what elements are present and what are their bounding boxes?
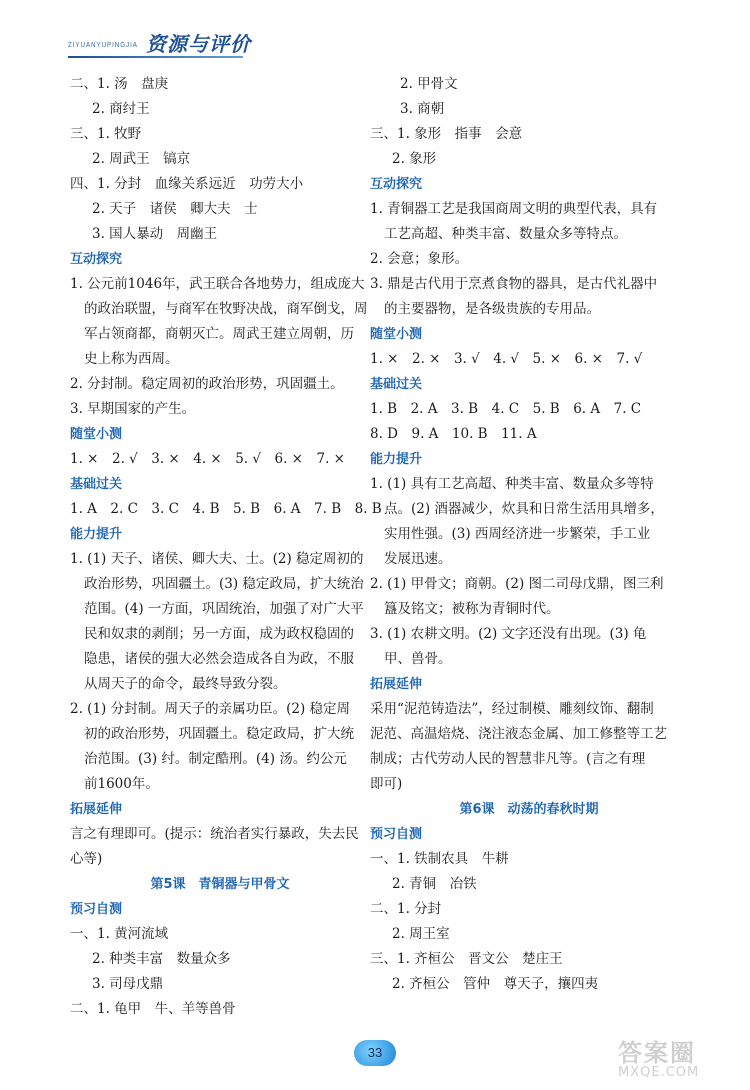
answer-line: 1. × 2. × 3. √ 4. √ 5. × 6. × 7. √: [370, 351, 643, 367]
answer-line: 实用性强。(3) 西周经济进一步繁荣，手工业: [384, 526, 651, 542]
answer-line: 1. B 2. A 3. B 4. C 5. B 6. A 7. C: [370, 401, 642, 417]
answer-line: 心等): [70, 851, 103, 867]
section-heading: 能力提升: [70, 527, 123, 542]
section-heading: 预习自测: [370, 827, 423, 842]
answer-line: 1. 公元前1046年，武王联合各地势力，组成庞大: [70, 276, 365, 292]
answer-line: 言之有理即可。(提示：统治者实行暴政，失去民: [70, 826, 359, 842]
answer-line: 三、1. 牧野: [70, 126, 142, 142]
answer-line: 的主要器物，是各级贵族的专用品。: [384, 301, 600, 317]
answer-line: 二、1. 龟甲 牛、羊等兽骨: [70, 1001, 236, 1017]
section-heading: 互动探究: [370, 177, 423, 192]
answer-line: 3. 司母戊鼎: [92, 976, 164, 992]
watermark-url-text: MXQE.COM: [618, 1065, 700, 1080]
answer-line: 范围。(4) 一方面，巩固统治，加强了对广大平: [84, 601, 364, 617]
answer-line: 8. D 9. A 10. B 11. A: [370, 426, 537, 442]
answer-line: 甲、兽骨。: [384, 651, 452, 667]
answer-line: 前1600年。: [84, 776, 159, 792]
answer-line: 政治形势，巩固疆土。(3) 稳定政局，扩大统治: [84, 576, 364, 592]
lesson-title: 第6课 动荡的春秋时期: [459, 802, 599, 817]
section-heading: 拓展延伸: [70, 802, 123, 817]
answer-line: 军占领商都，商朝灭亡。周武王建立周朝，历: [84, 326, 354, 342]
answer-line: 史上称为西周。: [84, 351, 179, 367]
answer-line: 2. (1) 分封制。周天子的亲属功臣。(2) 稳定周: [70, 701, 350, 717]
answer-line: 1. A 2. C 3. C 4. B 5. B 6. A 7. B 8. B: [70, 501, 382, 517]
site-watermark: [618, 1040, 738, 1082]
header-rule: [68, 56, 243, 58]
answer-line: 2. 齐桓公 管仲 尊天子，攘四夷: [392, 976, 599, 992]
page-header: [68, 28, 308, 58]
answer-line: 发展迅速。: [384, 551, 452, 567]
answer-line: 2. 象形: [392, 151, 437, 167]
answer-line: 1. × 2. √ 3. × 4. × 5. √ 6. × 7. ×: [70, 451, 345, 467]
answer-line: 2. 甲骨文: [400, 76, 458, 92]
answer-line: 2. (1) 甲骨文；商朝。(2) 图二司母戊鼎，图三利: [370, 576, 664, 592]
right-column: [370, 72, 688, 997]
answer-line: 3. 商朝: [400, 101, 445, 117]
answer-line: 一、1. 黄河流域: [70, 926, 169, 942]
header-latin-text: ZIYUANYUPINGJIA: [68, 42, 138, 49]
answer-line: 的政治联盟，与商军在牧野决战，商军倒戈，周: [84, 301, 368, 317]
answer-line: 3. 鼎是古代用于烹煮食物的器具，是古代礼器中: [370, 276, 658, 292]
answer-line: 初的政治形势，巩固疆土。稳定政局，扩大统: [84, 726, 354, 742]
section-heading: 预习自测: [70, 902, 123, 917]
answer-line: 2. 商纣王: [92, 101, 150, 117]
answer-line: 民和奴隶的剥削；另一方面，成为政权稳固的: [84, 626, 354, 642]
answer-line: 三、1. 象形 指事 会意: [370, 126, 523, 142]
answer-line: 3. (1) 农耕文明。(2) 文字还没有出现。(3) 龟: [370, 626, 647, 642]
answer-line: 四、1. 分封 血缘关系远近 功劳大小: [70, 176, 304, 192]
answer-line: 治范围。(3) 纣。制定酷刑。(4) 汤。约公元: [84, 751, 347, 767]
answer-line: 2. 会意；象形。: [370, 251, 469, 267]
section-heading: 随堂小测: [70, 427, 123, 442]
answer-line: 从周天子的命令，最终导致分裂。: [84, 676, 287, 692]
answer-line: 工艺高超、种类丰富、数量众多等特点。: [384, 226, 627, 242]
answer-line: 采用“泥范铸造法”，经过制模、雕刻纹饰、翻制: [370, 701, 654, 717]
answer-line: 2. 分封制。稳定周初的政治形势，巩固疆土。: [70, 376, 344, 392]
answer-line: 2. 青铜 冶铁: [392, 876, 477, 892]
answer-line: 1. 青铜器工艺是我国商周文明的典型代表，具有: [370, 201, 658, 217]
answer-line: 制成；古代劳动人民的智慧非凡等。(言之有理: [370, 751, 646, 767]
section-heading: 拓展延伸: [370, 677, 423, 692]
answer-line: 3. 早期国家的产生。: [70, 401, 196, 417]
section-heading: 基础过关: [70, 477, 123, 492]
watermark-main-text: 答案圈: [618, 1039, 696, 1067]
answer-line: 泥范、高温焙烧、浇注液态金属、加工修整等工艺: [370, 726, 667, 742]
answer-line: 2. 周王室: [392, 926, 450, 942]
answer-line: 二、1. 分封: [370, 901, 442, 917]
left-column: [70, 72, 382, 1022]
answer-line: 2. 种类丰富 数量众多: [92, 951, 231, 967]
answer-line: 一、1. 铁制农具 牛耕: [370, 851, 509, 867]
answer-line: 簋及铭文；被称为青铜时代。: [384, 601, 560, 617]
answer-line: 三、1. 齐桓公 晋文公 楚庄王: [370, 951, 563, 967]
answer-line: 点。(2) 酒器减少，炊具和日常生活用具增多，: [384, 501, 664, 517]
section-heading: 基础过关: [370, 377, 423, 392]
page-number: 33: [354, 1040, 396, 1066]
answer-line: 1. (1) 具有工艺高超、种类丰富、数量众多等特: [370, 476, 654, 492]
section-heading: 互动探究: [70, 252, 123, 267]
answer-line: 二、1. 汤 盘庚: [70, 76, 169, 92]
answer-line: 3. 国人暴动 周幽王: [92, 226, 218, 242]
header-brand-title: 资源与评价: [146, 32, 251, 56]
section-heading: 随堂小测: [370, 327, 423, 342]
answer-line: 隐患，诸侯的强大必然会造成各自为政，不服: [84, 651, 354, 667]
lesson-title: 第5课 青铜器与甲骨文: [150, 877, 290, 892]
answer-line: 2. 天子 诸侯 卿大夫 士: [92, 201, 258, 217]
answer-line: 即可): [370, 776, 403, 792]
section-heading: 能力提升: [370, 452, 423, 467]
answer-line: 2. 周武王 镐京: [92, 151, 191, 167]
answer-line: 1. (1) 天子、诸侯、卿大夫、士。(2) 稳定周初的: [70, 551, 364, 567]
